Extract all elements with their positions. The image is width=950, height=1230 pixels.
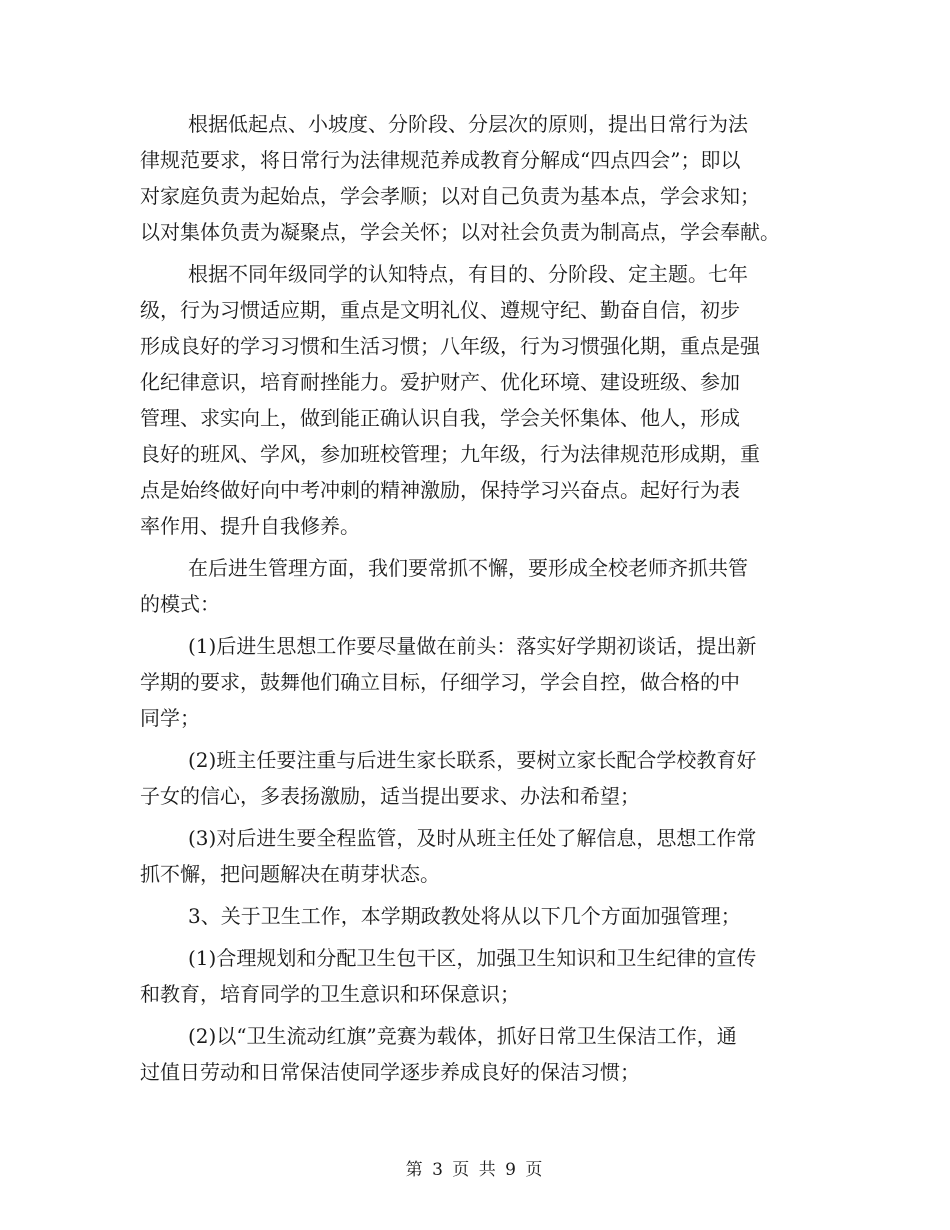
- text-line: 化纪律意识，培育耐挫能力。爱护财产、优化环境、建设班级、参加: [140, 370, 740, 394]
- text-line: 率作用、提升自我修养。: [140, 514, 360, 538]
- paragraph-3: [140, 550, 820, 622]
- paragraph-5: [140, 742, 820, 814]
- document-body: [140, 106, 820, 1090]
- paragraph-1: [140, 106, 820, 250]
- text-line: 抓不懈，把问题解决在萌芽状态。: [140, 862, 440, 886]
- text-line: 级，行为习惯适应期，重点是文明礼仪、遵规守纪、勤奋自信，初步: [140, 298, 740, 322]
- text-line: 对家庭负责为起始点，学会孝顺；以对自己负责为基本点，学会求知；: [140, 184, 760, 208]
- text-line: 子女的信心，多表扬激励，适当提出要求、办法和希望；: [140, 784, 640, 808]
- text-line: 3、关于卫生工作，本学期政教处将从以下几个方面加强管理；: [188, 904, 741, 928]
- text-line: 在后进生管理方面，我们要常抓不懈，要形成全校老师齐抓共管: [188, 556, 748, 580]
- paragraph-6: [140, 820, 820, 892]
- paragraph-7: [140, 898, 820, 934]
- text-line: 的模式：: [140, 592, 220, 616]
- text-line: 管理、求实向上，做到能正确认识自我，学会关怀集体、他人，形成: [140, 406, 740, 430]
- text-line: 点是始终做好向中考冲刺的精神激励，保持学习兴奋点。起好行为表: [140, 478, 740, 502]
- paragraph-8: [140, 940, 820, 1012]
- page-number-footer: 第 3 页 共 9 页: [405, 1160, 545, 1180]
- text-line: 形成良好的学习习惯和生活习惯；八年级，行为习惯强化期，重点是强: [140, 334, 760, 358]
- text-line: 同学；: [140, 706, 200, 730]
- text-line: 学期的要求，鼓舞他们确立目标，仔细学习，学会自控，做合格的中: [140, 670, 740, 694]
- text-line: 良好的班风、学风，参加班校管理；九年级，行为法律规范形成期，重: [140, 442, 760, 466]
- text-line: (1)合理规划和分配卫生包干区，加强卫生知识和卫生纪律的宣传: [188, 946, 757, 970]
- text-line: 和教育，培育同学的卫生意识和环保意识；: [140, 982, 520, 1006]
- text-line: (2)以“卫生流动红旗”竞赛为载体，抓好日常卫生保洁工作，通: [188, 1024, 737, 1048]
- text-line: 过值日劳动和日常保洁使同学逐步养成良好的保洁习惯；: [140, 1060, 640, 1084]
- text-line: 根据低起点、小坡度、分阶段、分层次的原则，提出日常行为法: [188, 112, 748, 136]
- text-line: 以对集体负责为凝聚点，学会关怀；以对社会负责为制高点，学会奉献。: [140, 220, 780, 244]
- paragraph-9: [140, 1018, 820, 1090]
- paragraph-2: [140, 256, 820, 544]
- text-line: (1)后进生思想工作要尽量做在前头：落实好学期初谈话，提出新: [188, 634, 757, 658]
- text-line: 律规范要求，将日常行为法律规范养成教育分解成“四点四会”；即以: [140, 148, 741, 172]
- text-line: 根据不同年级同学的认知特点，有目的、分阶段、定主题。七年: [188, 262, 748, 286]
- paragraph-4: [140, 628, 820, 736]
- text-line: (3)对后进生要全程监管，及时从班主任处了解信息，思想工作常: [188, 826, 757, 850]
- text-line: (2)班主任要注重与后进生家长联系，要树立家长配合学校教育好: [188, 748, 757, 772]
